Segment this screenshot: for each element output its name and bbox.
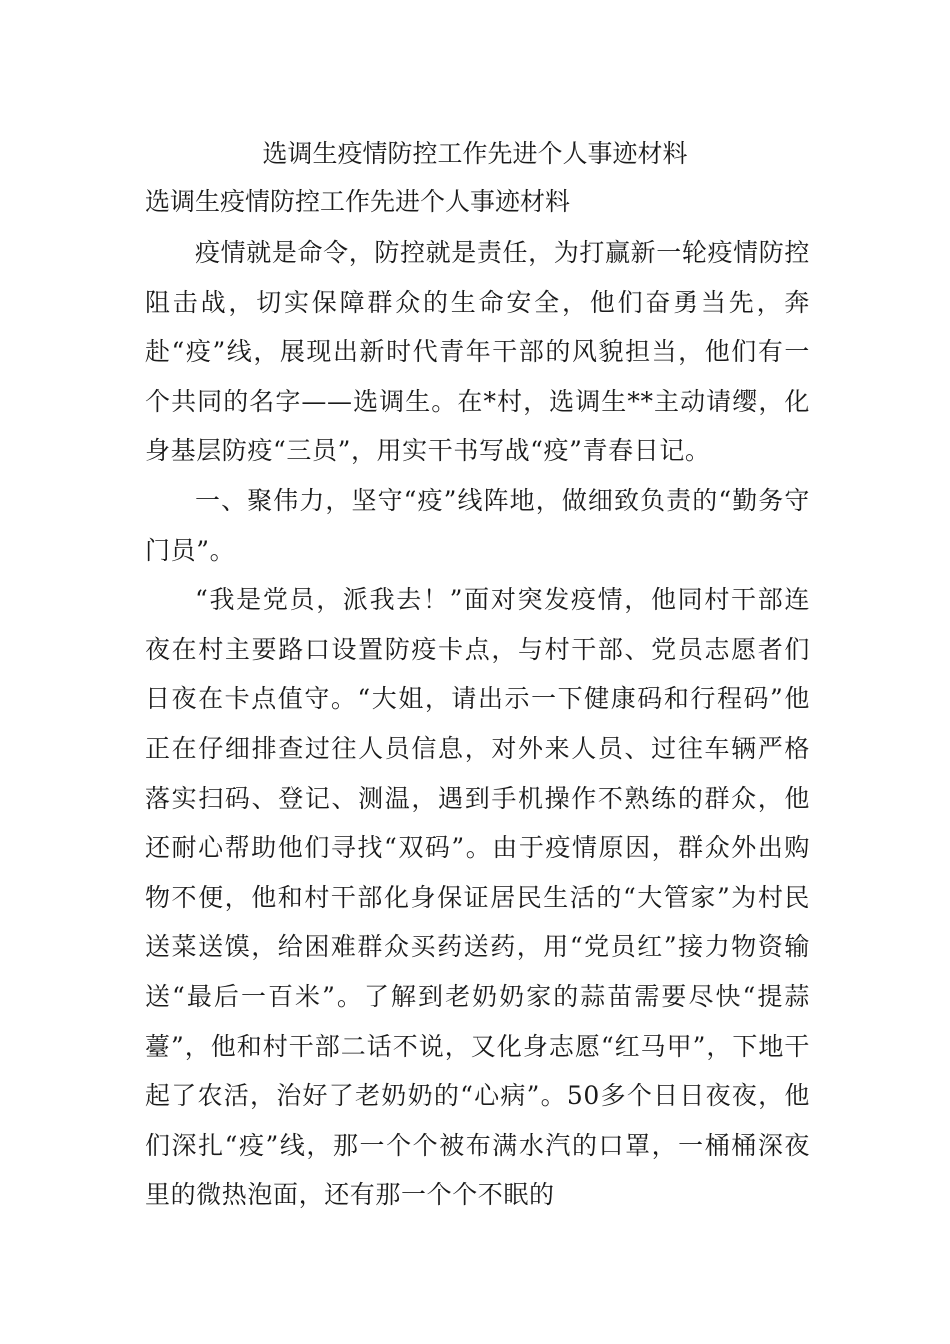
- paragraph-story: “我是党员，派我去！”面对突发疫情，他同村干部连夜在村主要路口设置防疫卡点，与村干部、党员志愿者们日夜在卡点值守。“大姐，请出示一下健康码和行程码”他正在仔细排查过往人员信息，对外来人员、过往车辆严格落实扫码、登记、测温，遇到手机操作不熟练的群众，他还耐心帮助他们寻找“双码”。由于疫情原因，群众外出购物不便，他和村干部化身保证居民生活的“大管家”为村民送菜送馍，给困难群众买药送药，用“党员红”接力物资输送“最后一百米”。了解到老奶奶家的蒜苗需要尽快“提蒜薹”，他和村干部二话不说，又化身志愿“红马甲”，下地干起了农活，治好了老奶奶的“心病”。50多个日日夜夜，他们深扎“疫”线，那一个个被布满水汽的口罩，一桶桶深夜里的微热泡面，还有那一个个不眠的: [145, 585, 810, 1210]
- paragraph-section-heading: 一、聚伟力，坚守“疫”线阵地，做细致负责的“勤务守门员”。: [145, 485, 810, 565]
- document-body: [145, 228, 810, 1220]
- paragraph-intro: 疫情就是命令，防控就是责任，为打赢新一轮疫情防控阻击战，切实保障群众的生命安全，他们奋勇当先，奔赴“疫”线，展现出新时代青年干部的风貌担当，他们有一个共同的名字——选调生。在*村，选调生**主动请缨，化身基层防疫“三员”，用实干书写战“疫”青春日记。: [145, 238, 810, 466]
- document-subtitle: 选调生疫情防控工作先进个人事迹材料: [145, 187, 571, 216]
- document-title: 选调生疫情防控工作先进个人事迹材料: [262, 139, 688, 168]
